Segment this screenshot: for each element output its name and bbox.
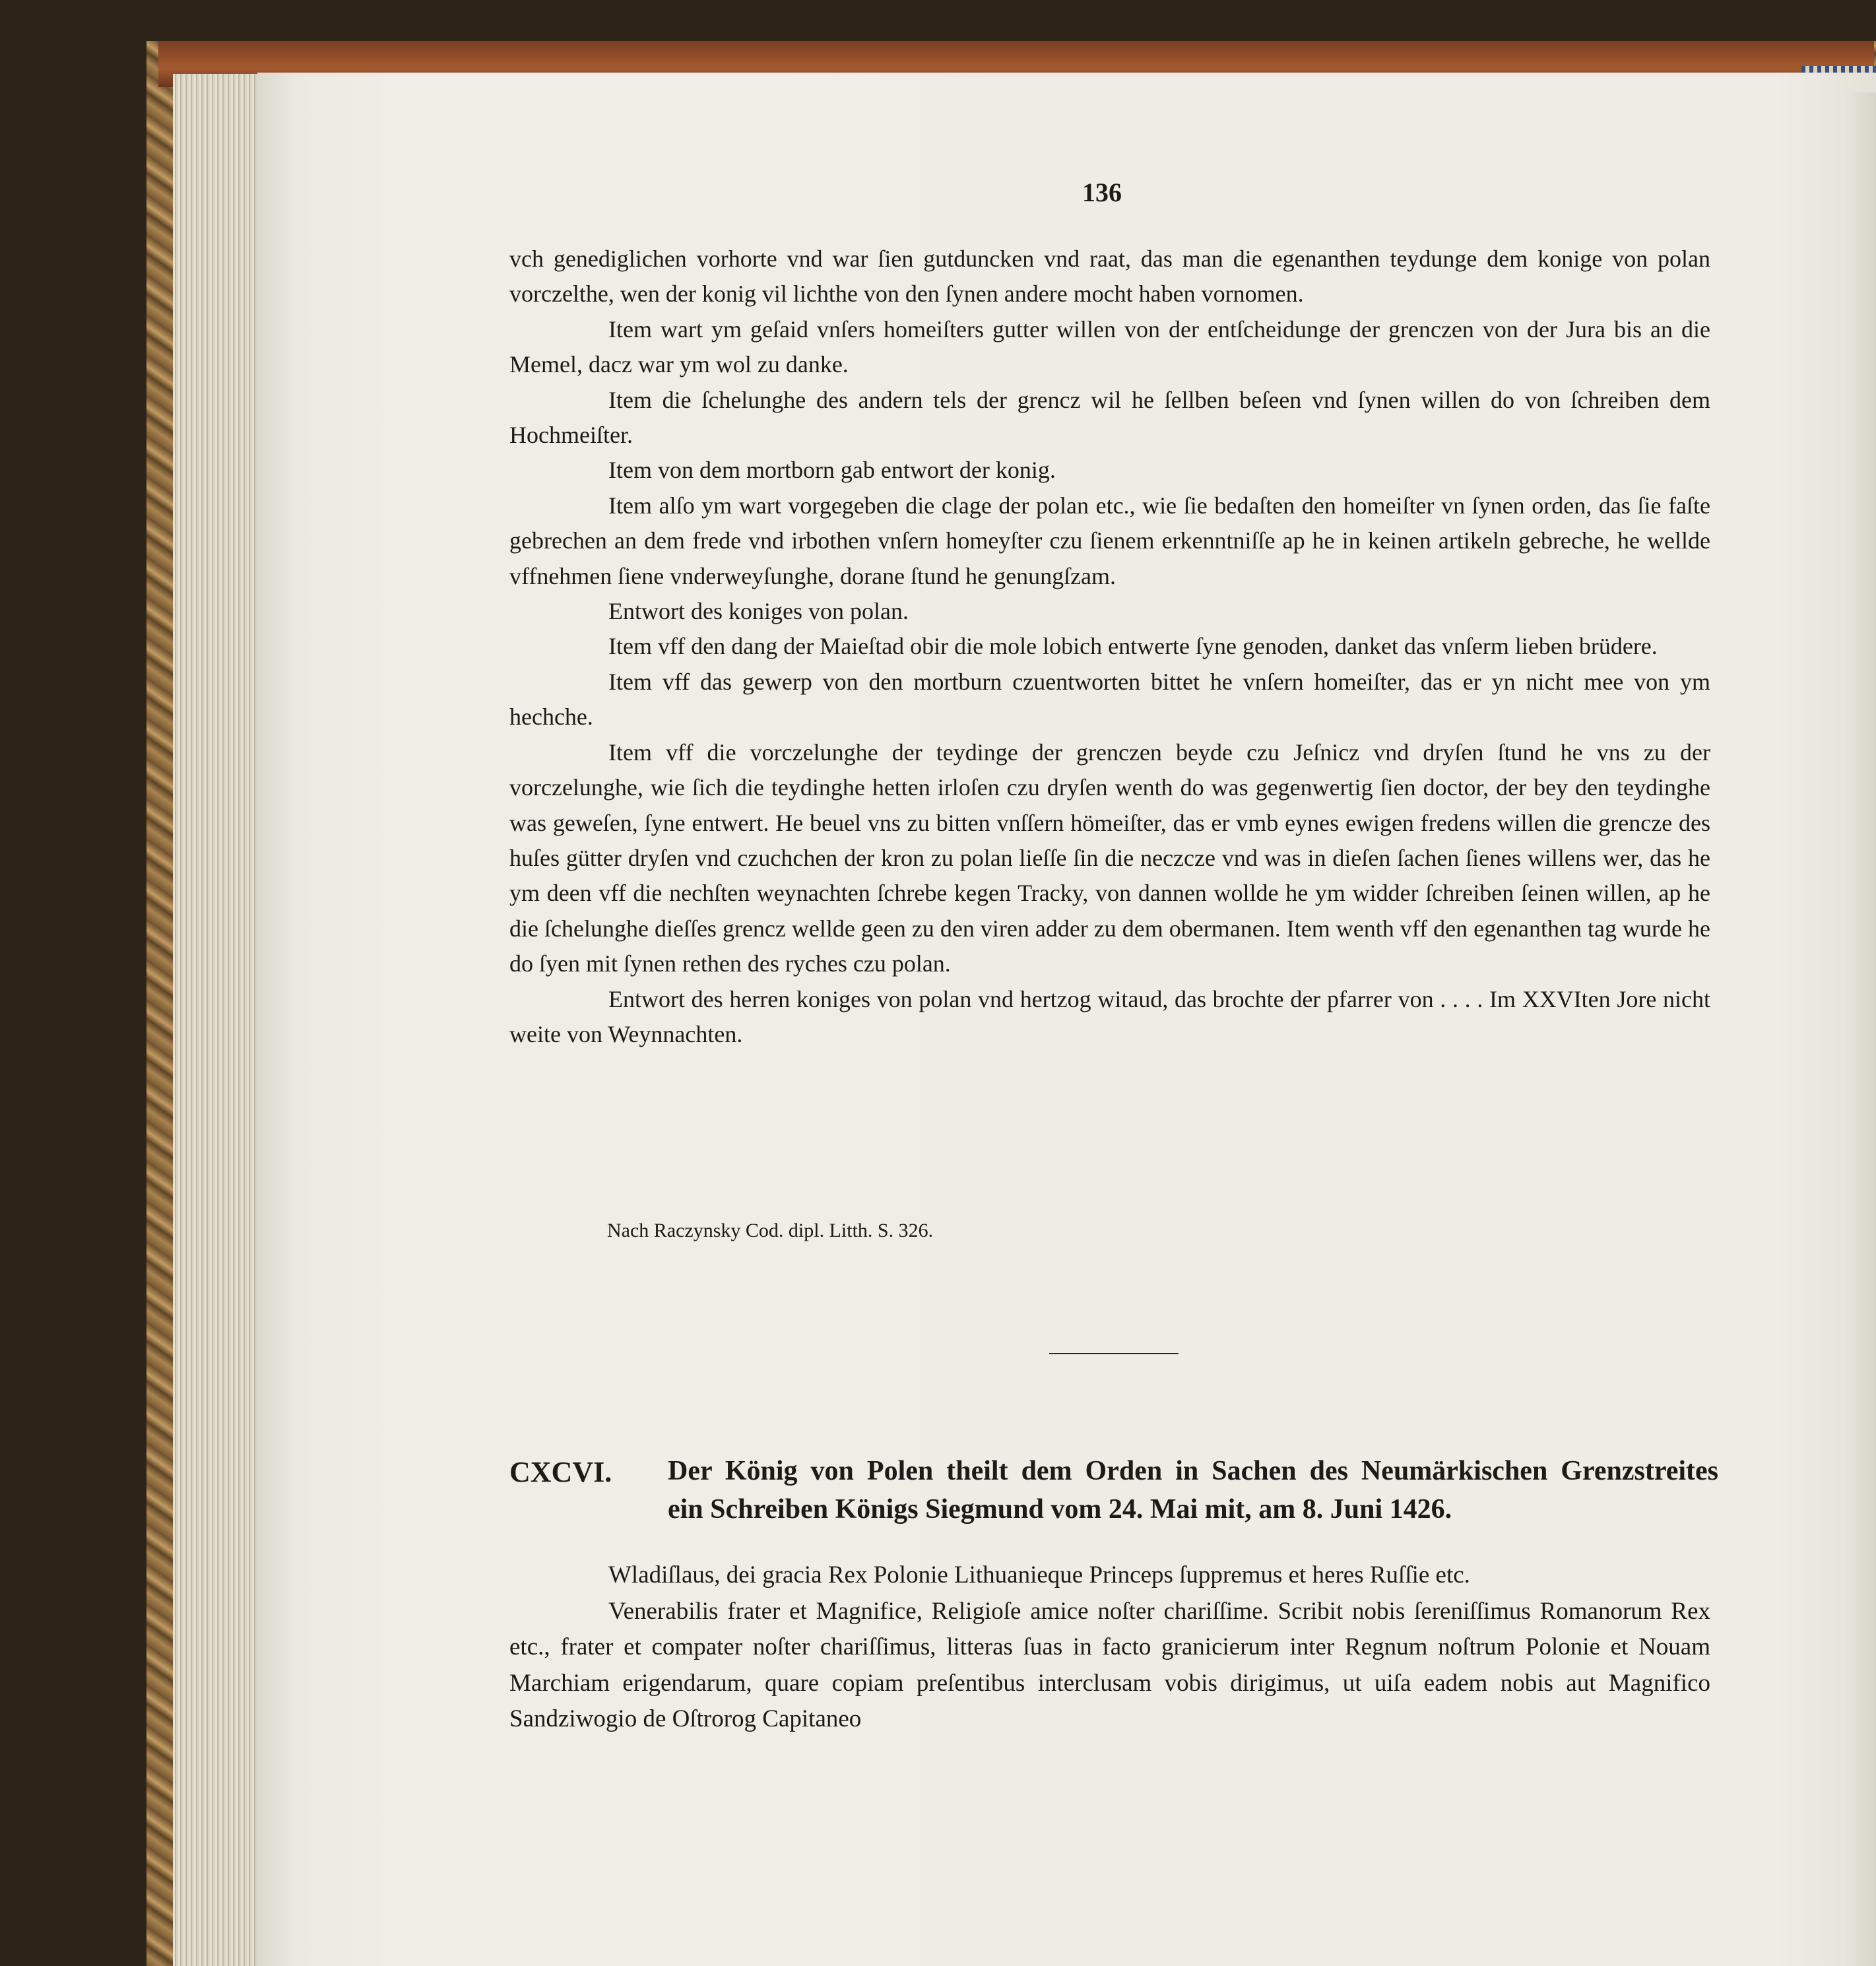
page-number: 136 bbox=[1082, 178, 1122, 207]
paragraph: Item von dem mortborn gab entwort der konig. bbox=[608, 457, 1056, 484]
german-text-block bbox=[509, 242, 1710, 1052]
paragraph: Entwort des koniges von polan. bbox=[608, 598, 909, 625]
source-citation: Nach Raczynsky Cod. dipl. Litth. S. 326. bbox=[607, 1220, 934, 1241]
paragraph: Item vff den dang der Maieſtad obir die mole lobich entwerte ſyne genoden, danket das vnſerm lieben brüdere. bbox=[608, 633, 1658, 660]
document-title-line: Der König von Polen theilt dem Orden in Sachen des Neumärkischen Grenzstreites bbox=[668, 1456, 1718, 1486]
section-divider bbox=[1049, 1353, 1179, 1354]
latin-text-block bbox=[509, 1557, 1710, 1738]
paragraph: Item vff die vorczelunghe der teydinge der grenczen beyde czu Jeſnicz vnd dryſen ſtund he vns zu der vorczelunghe, wie ſich die teydinghe hetten irloſen czu dryſen wenth do was gegenwertig ſien doctor, der bey den teydinghe was geweſen, ſyne entwert. He beuel vns zu bitten vnſſern hömeiſter, das er vmb eynes ewigen fredens willen die grencze des huſes gütter dryſen vnd czuchchen der kron zu polan lieſſe ſin die neczcze vnd was in dieſen ſachen ſienes willens wer, das he ym deen vff die nechſten weynachten ſchrebe kegen Tracky, von dannen wollde he ym widder ſchreiben ſeinen willen, ap he die ſchelunghe dieſſes grencz wellde geen zu den viren adder zu dem obermanen. Item wenth vff den egenanthen tag wurde he do ſyen mit ſynen rethen des ryches czu polan. bbox=[509, 738, 1710, 977]
paragraph: Entwort des herren koniges von polan vnd hertzog witaud, das brochte der pfarrer von . . . . Im XXVIten Jore nicht weite von Weynnachten. bbox=[509, 985, 1710, 1047]
paragraph: Item alſo ym wart vorgegeben die clage der polan etc., wie ſie bedaſten den homeiſter vn ſynen orden, das ſie faſte gebrechen an dem frede vnd irbothen vnſern homeyſter czu ſienem erkenntniſſe ap he in keinen artikeln gebreche, he wellde vffnehmen ſiene vnderweyſunghe, dorane ſtund he genungſzam. bbox=[509, 492, 1710, 589]
paragraph: Venerabilis frater et Magnifice, Religioſe amice noſter chariſſime. Scribit nobis ſereniſſimus Romanorum Rex etc., frater et compater noſter chariſſimus, litteras ſuas in facto granicierum inter Regnum noſtrum Polonie et Nouam Marchiam erigendarum, quare copiam preſentibus interclusam vobis dirigimus, ut uiſa eadem nobis aut Magnifico Sandziwogio de Oſtrorog Capitaneo bbox=[509, 1597, 1710, 1732]
document-title-line: ein Schreiben Königs Siegmund vom 24. Mai mit, am 8. Juni 1426. bbox=[668, 1494, 1452, 1524]
paragraph: Item vff das gewerp von den mortburn czuentworten bittet he vnſern homeiſter, das er yn nicht mee von ym hechche. bbox=[509, 668, 1710, 731]
paragraph: vch genediglichen vorhorte vnd war ſien gutduncken vnd raat, das man die egenanthen teydunge dem konige von polan vorczelthe, wen der konig vil lichthe von den ſynen andere mocht haben vornomen. bbox=[509, 246, 1710, 308]
paragraph: Item wart ym geſaid vnſers homeiſters gutter willen von der entſcheidunge der grenczen von der Jura bis an die Memel, dacz war ym wol zu danke. bbox=[509, 315, 1710, 378]
document-number: CXCVI. bbox=[509, 1456, 612, 1488]
document-title bbox=[668, 1452, 1718, 1528]
paragraph: Item die ſchelunghe des andern tels der grencz wil he ſellben beſeen vnd ſynen willen do von ſchreiben dem Hochmeiſter. bbox=[509, 386, 1710, 449]
paragraph: Wladiſlaus, dei gracia Rex Polonie Lithuanieque Princeps ſuppremus et heres Ruſſie etc. bbox=[608, 1561, 1470, 1589]
